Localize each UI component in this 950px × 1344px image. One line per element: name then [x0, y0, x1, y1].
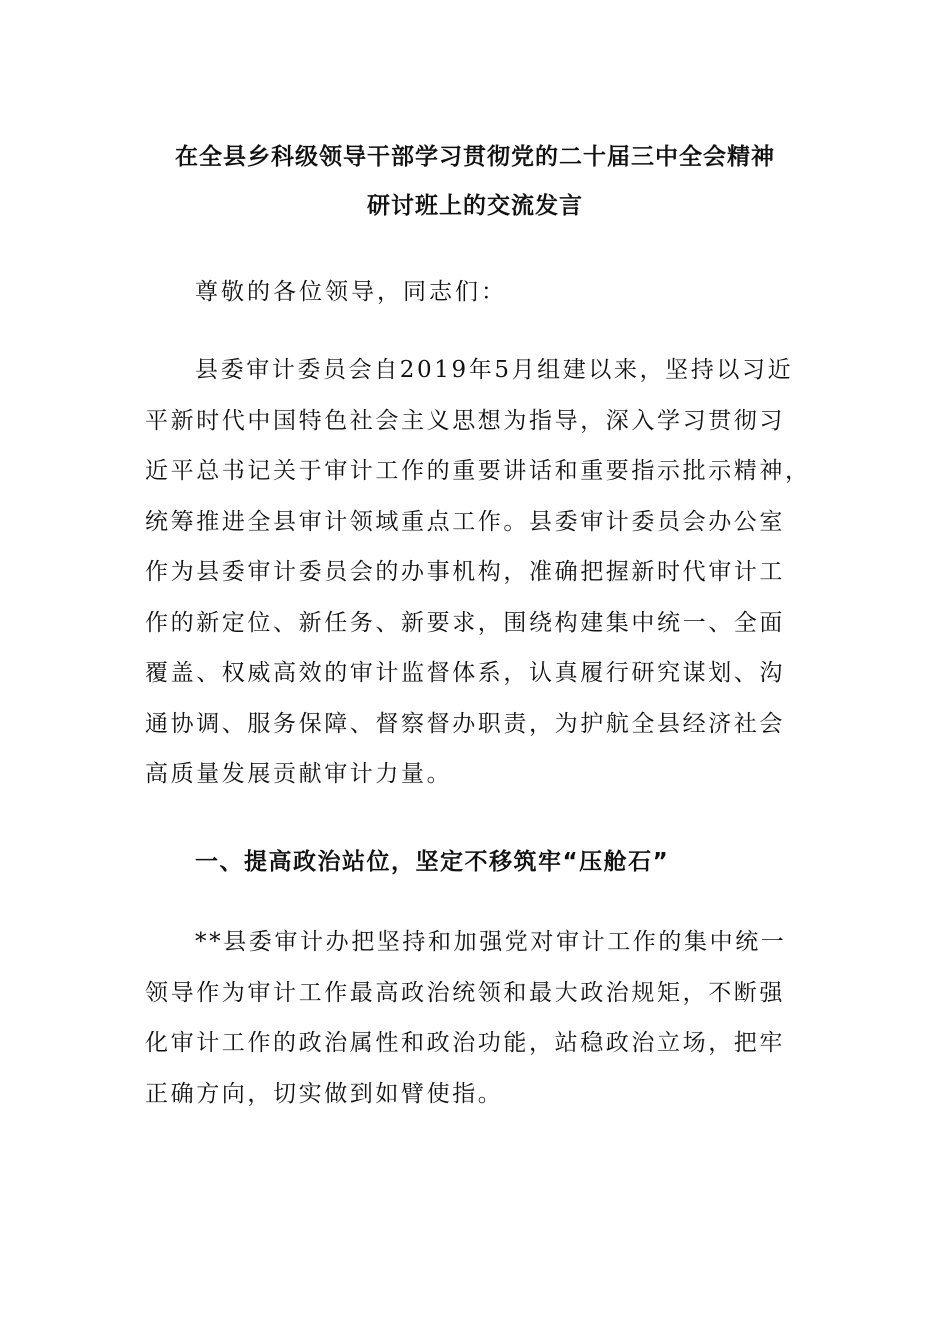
paragraph-line: 正确方向，切实做到如臂使指。 [145, 1080, 504, 1107]
document-title-line-2: 研讨班上的交流发言 [367, 193, 583, 219]
paragraph-intro [145, 345, 811, 800]
paragraph-line: 化审计工作的政治属性和政治功能，站稳政治立场，把牢 [145, 1030, 785, 1056]
paragraph-line: 高质量发展贡献审计力量。 [145, 761, 453, 787]
paragraph-line: 通协调、服务保障、督察督办职责，为护航全县经济社会 [145, 710, 785, 737]
paragraph-line: 平新时代中国特色社会主义思想为指导，深入学习贯彻习 [145, 407, 785, 434]
paragraph-line: 统筹推进全县审计领域重点工作。县委审计委员会办公室 [145, 508, 785, 535]
section-heading-1: 一、提高政治站位，坚定不移筑牢“压舱石” [195, 849, 670, 875]
paragraph-section-1 [145, 917, 805, 1119]
paragraph-line: 覆盖、权威高效的审计监督体系，认真履行研究谋划、沟 [145, 660, 785, 686]
paragraph-line: 领导作为审计工作最高政治统领和最大政治规矩，不断强 [145, 979, 785, 1006]
paragraph-line: **县委审计办把坚持和加强党对审计工作的集中统一 [195, 929, 787, 955]
paragraph-line: 近平总书记关于审计工作的重要讲话和重要指示批示精神， [145, 458, 811, 484]
document-page [145, 0, 811, 1344]
salutation: 尊敬的各位领导，同志们： [195, 279, 507, 305]
document-title-line-1: 在全县乡科级领导干部学习贯彻党的二十届三中全会精神 [175, 144, 775, 170]
paragraph-line: 作的新定位、新任务、新要求，围绕构建集中统一、全面 [145, 609, 785, 636]
paragraph-line: 县委审计委员会自2019年5月组建以来，坚持以习近 [195, 357, 794, 383]
paragraph-line: 作为县委审计委员会的办事机构，准确把握新时代审计工 [145, 559, 785, 585]
